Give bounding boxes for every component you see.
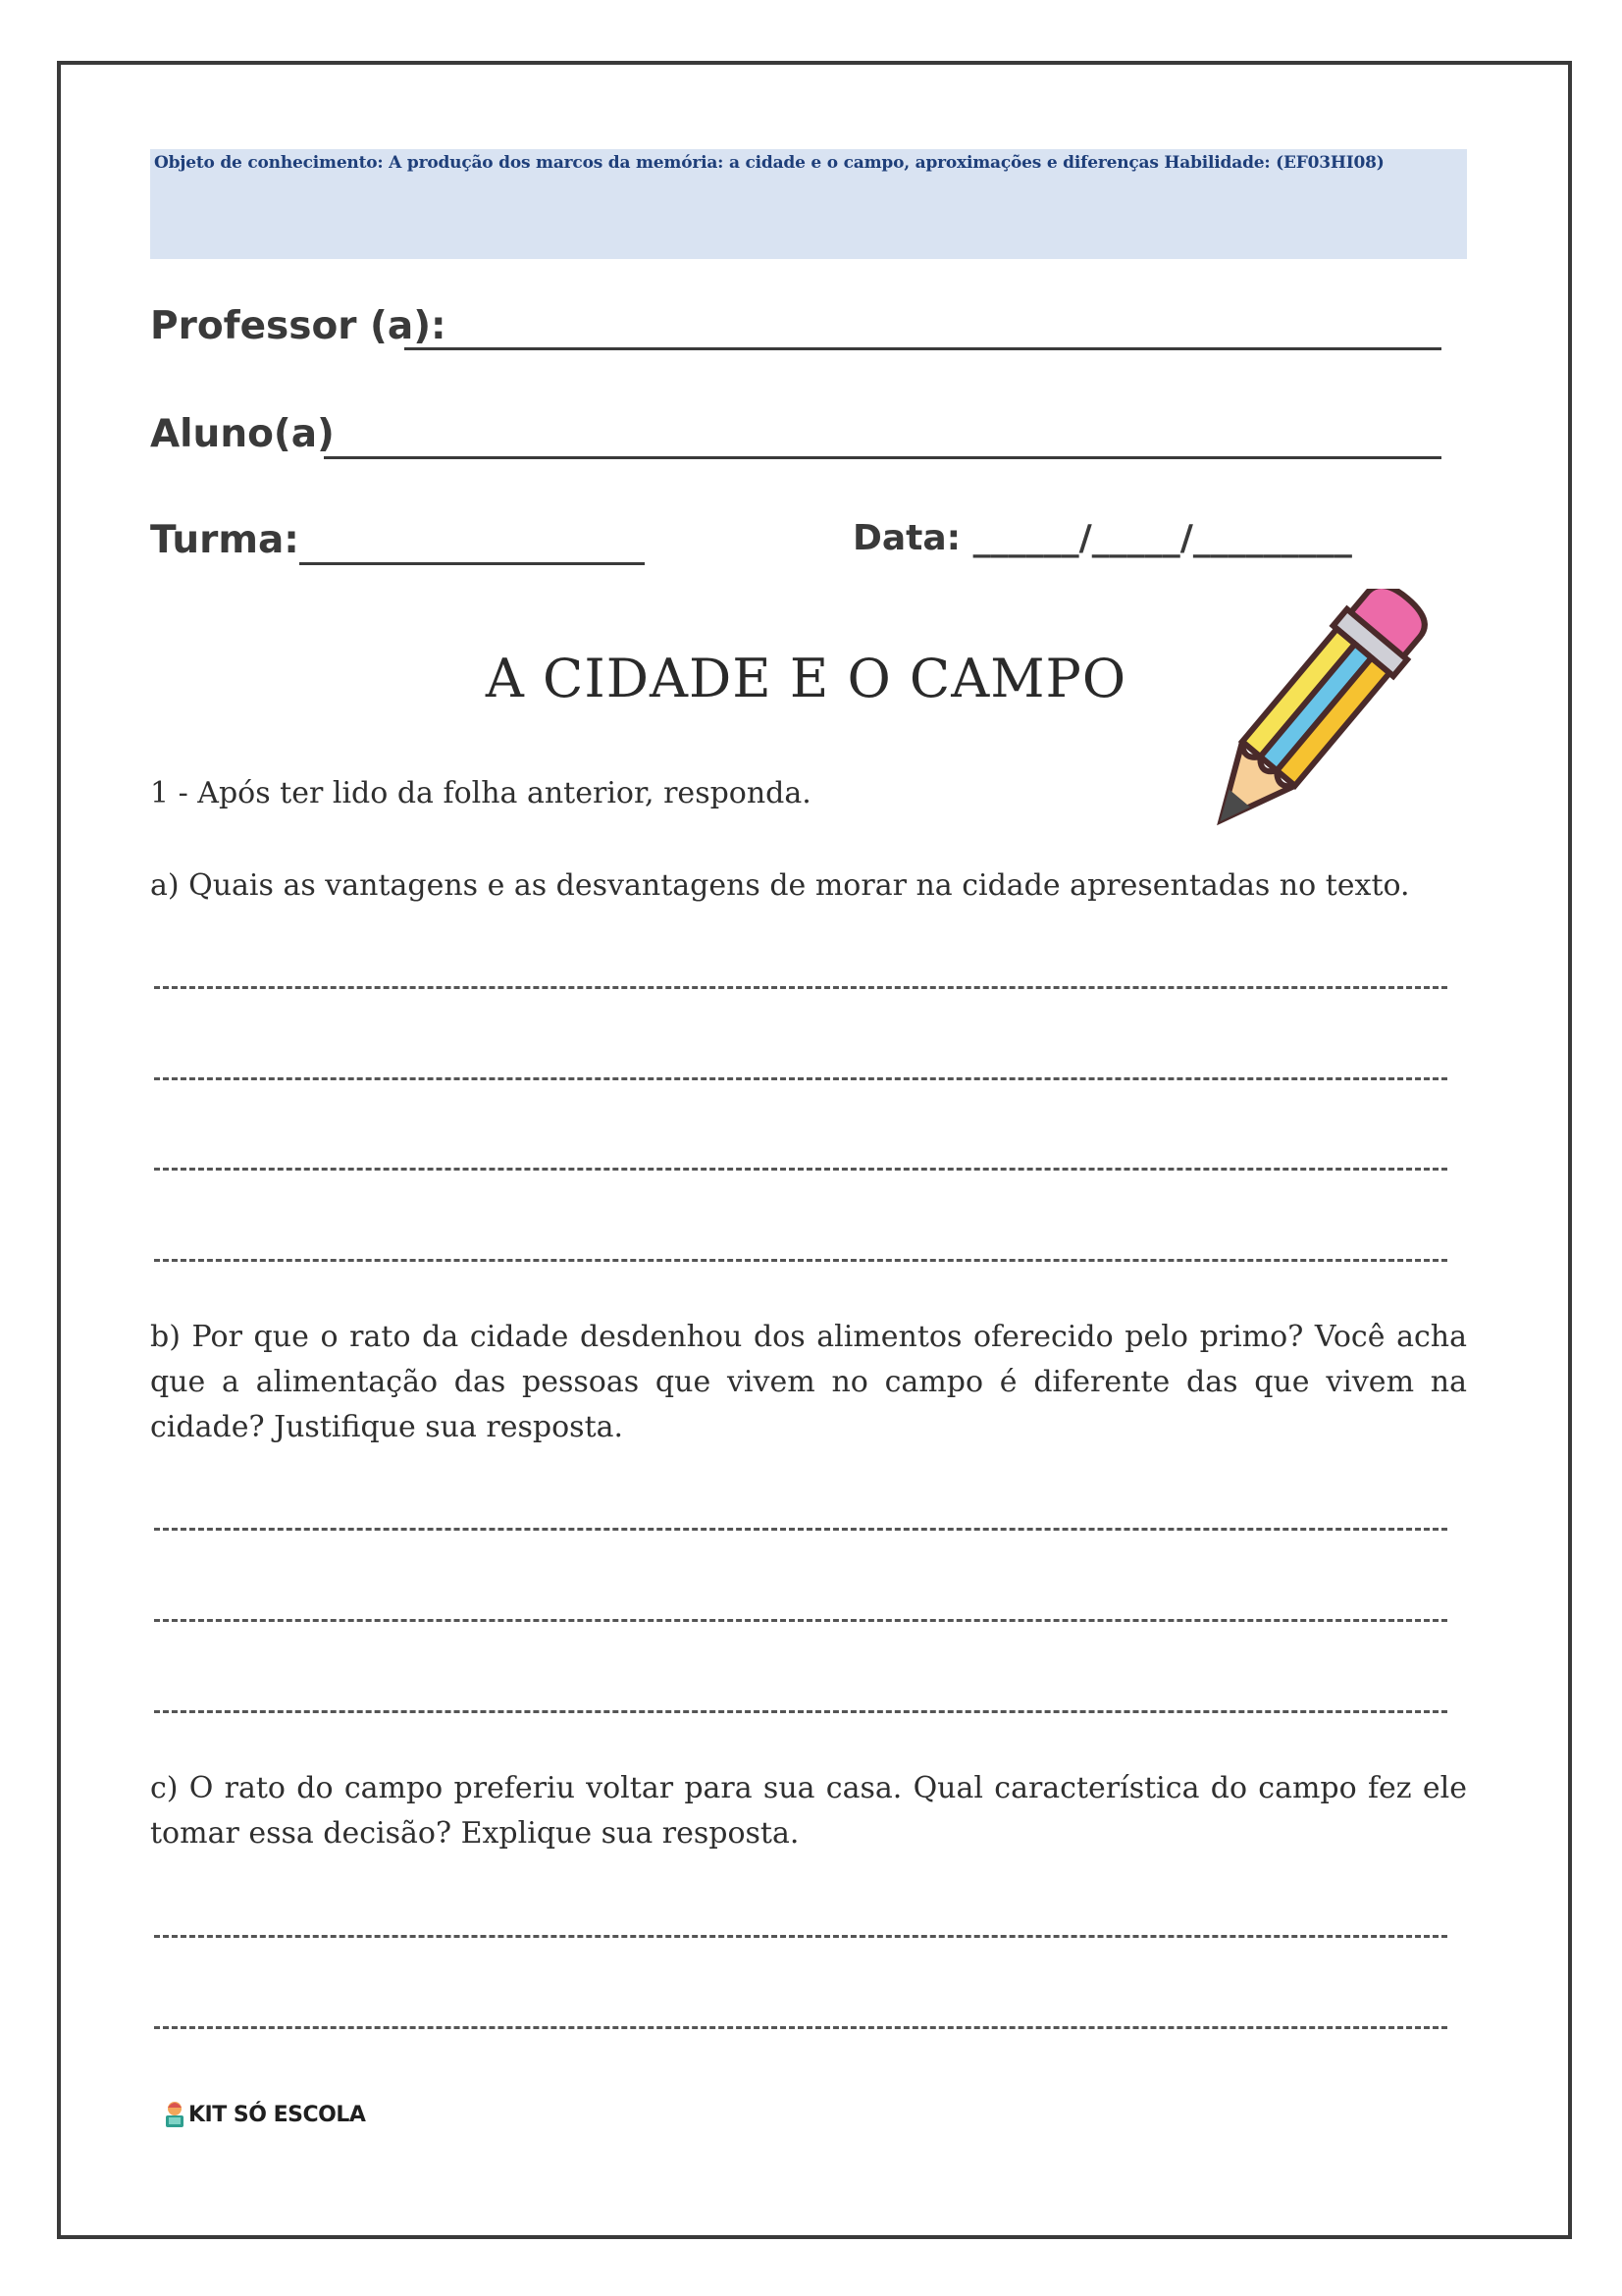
- kid-reading-icon: [163, 2100, 186, 2129]
- knowledge-object-text: Objeto de conhecimento: A produção dos marcos da memória: a cidade e o campo, aproximações e diferenças Habilidade: (EF03HI08): [154, 153, 1385, 173]
- answer-line-c2[interactable]: [154, 2026, 1447, 2029]
- professor-label: Professor (a):: [150, 304, 446, 348]
- class-label: Turma:: [150, 518, 299, 562]
- answer-line-b2[interactable]: [154, 1619, 1447, 1622]
- student-label: Aluno(a): [150, 412, 335, 456]
- page-title: A CIDADE E O CAMPO: [485, 648, 1127, 709]
- answer-line-c1[interactable]: [154, 1935, 1447, 1938]
- question-a: a) Quais as vantagens e as desvantagens de morar na cidade apresentadas no texto.: [150, 868, 1410, 903]
- professor-write-line[interactable]: [404, 347, 1441, 350]
- header-box: [150, 149, 1467, 259]
- answer-line-a2[interactable]: [154, 1077, 1447, 1080]
- instruction-text: 1 - Após ter lido da folha anterior, responda.: [150, 776, 811, 810]
- professor-field: [150, 304, 446, 348]
- student-write-line[interactable]: [324, 456, 1441, 459]
- page-border: [57, 61, 1572, 2239]
- question-c: c) O rato do campo preferiu voltar para sua casa. Qual característica do campo fez ele tomar essa decisão? Explique sua resposta.: [150, 1771, 1467, 1851]
- answer-line-a3[interactable]: [154, 1168, 1447, 1171]
- answer-line-a4[interactable]: [154, 1259, 1447, 1262]
- student-field: [150, 412, 335, 456]
- date-label: Data: ______/_____/_________: [853, 518, 1352, 558]
- question-b: b) Por que o rato da cidade desdenhou dos alimentos oferecido pelo primo? Você acha que a alimentação das pessoas que vivem no campo é diferente das que vivem na cidade? Justifique sua resposta.: [150, 1320, 1467, 1444]
- answer-line-b1[interactable]: [154, 1528, 1447, 1531]
- answer-line-b3[interactable]: [154, 1710, 1447, 1713]
- brand-name: KIT SÓ ESCOLA: [188, 2102, 366, 2127]
- class-write-line[interactable]: [299, 562, 645, 565]
- class-field: [150, 518, 299, 562]
- brand-logo: [163, 2100, 365, 2129]
- date-field[interactable]: [853, 518, 1352, 558]
- pencil-icon: [1173, 589, 1428, 863]
- answer-line-a1[interactable]: [154, 986, 1447, 989]
